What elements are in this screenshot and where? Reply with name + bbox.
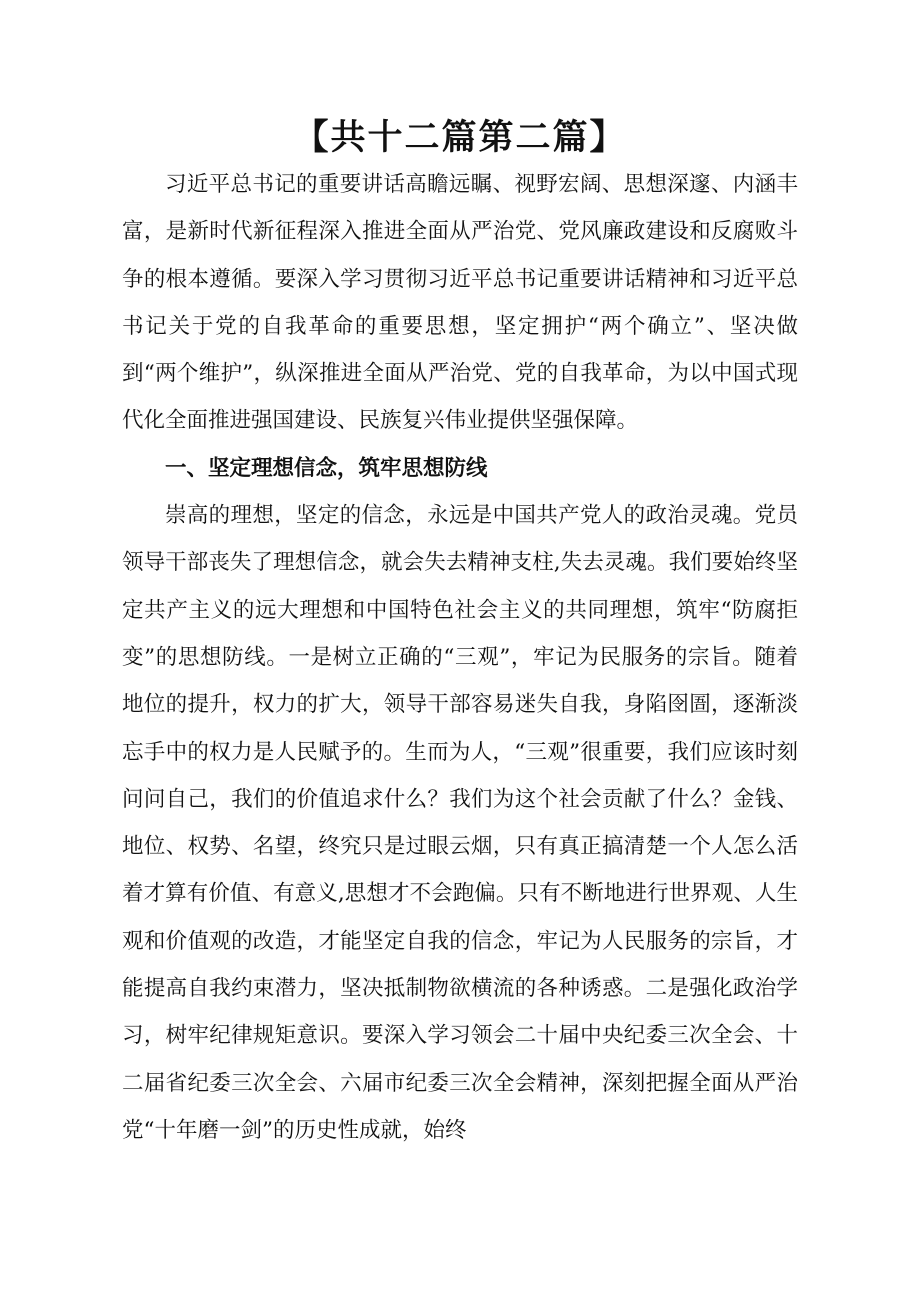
intro-paragraph: 习近平总书记的重要讲话高瞻远瞩、视野宏阔、思想深邃、内涵丰富，是新时代新征程深入推进全面从严治党、党风廉政建设和反腐败斗争的根本遵循。要深入学习贯彻习近平总书记重要讲话精神和习近平总书记关于党的自我革命的重要思想，坚定拥护“两个确立”、坚决做到“两个维护”，纵深推进全面从严治党、党的自我革命，为以中国式现代化全面推进强国建设、民族复兴伟业提供坚强保障。 [122, 172, 798, 434]
section-paragraph: 崇高的理想，坚定的信念，永远是中国共产党人的政治灵魂。党员领导干部丧失了理想信念，就会失去精神支柱,失去灵魂。我们要始终坚定共产主义的远大理想和中国特色社会主义的共同理想，筑牢“防腐拒变”的思想防线。一是树立正确的“三观”，牢记为民服务的宗旨。随着地位的提升，权力的扩大，领导干部容易迷失自我，身陷囹圄，逐渐淡忘手中的权力是人民赋予的。生而为人，“三观”很重要，我们应该时刻问问自己，我们的价值追求什么？我们为这个社会贡献了什么？金钱、地位、权势、名望，终究只是过眼云烟，只有真正搞清楚一个人怎么活着才算有价值、有意义,思想才不会跑偏。只有不断地进行世界观、人生观和价值观的改造，才能坚定自我的信念，牢记为人民服务的宗旨，才能提高自我约束潜力，坚决抵制物欲横流的各种诱惑。二是强化政治学习，树牢纪律规矩意识。要深入学习领会二十届中央纪委三次全会、十二届省纪委三次全会、六届市纪委三次全会精神，深刻把握全面从严治党“十年磨一剑”的历史性成就，始终 [122, 503, 798, 1143]
document-title: 【共十二篇第二篇】 [293, 118, 627, 158]
section-heading: 一、坚定理想信念，筑牢思想防线 [165, 455, 488, 481]
document-body [122, 161, 798, 1154]
